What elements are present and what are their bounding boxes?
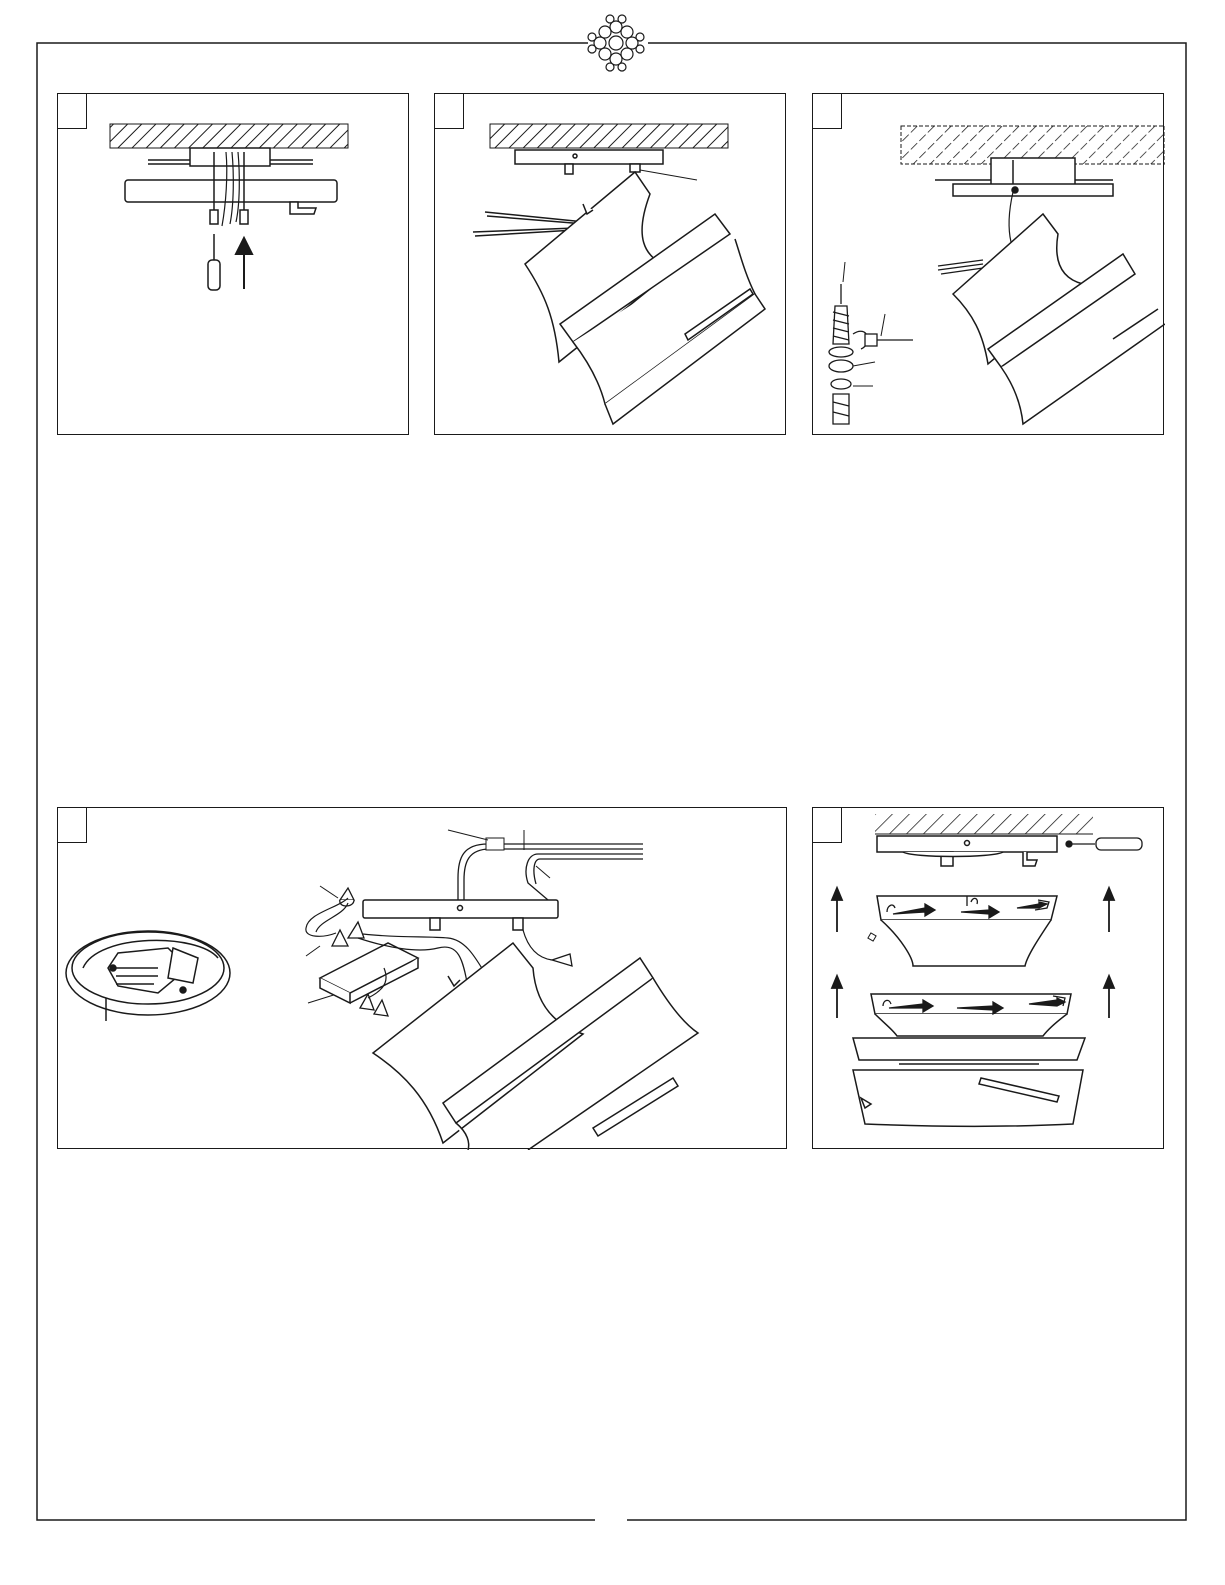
ceiling-hatch [110, 124, 348, 148]
junction-box [148, 148, 313, 166]
lower-shade-ring [853, 994, 1085, 1126]
step-5-panel [812, 807, 1164, 1149]
step-1-panel [57, 93, 409, 435]
step-4-illustration [58, 808, 788, 1150]
fixture-shade-icon [373, 943, 698, 1150]
screwdriver-icon [1066, 838, 1142, 850]
fixture-shade-icon [525, 172, 765, 424]
step-3-panel [812, 93, 1164, 435]
step-2-illustration [435, 94, 787, 436]
arrow-up-icon [236, 238, 252, 289]
safety-screw-icon [829, 284, 913, 424]
step-5-illustration [813, 808, 1165, 1150]
ceiling-hatch [875, 814, 1093, 834]
floral-medallion-logo [588, 15, 644, 71]
screwdriver-icon [208, 234, 220, 290]
driver-box [320, 943, 418, 1003]
hook-bracket-icon [290, 202, 316, 214]
step-1-illustration [58, 94, 410, 436]
supply-wires [458, 844, 643, 903]
canopy-plate [125, 180, 337, 202]
step-4-panel [57, 807, 787, 1149]
canopy-plate [877, 836, 1057, 866]
canopy-plate [363, 900, 558, 930]
step-3-illustration [813, 94, 1165, 436]
fixture-shade-icon [953, 214, 1165, 424]
callout-line [640, 170, 697, 180]
connector-clip [486, 838, 504, 850]
step-2-panel [434, 93, 786, 435]
canopy-top-view [66, 931, 230, 1021]
ceiling-hatch [490, 124, 728, 148]
canopy-plate [953, 184, 1113, 196]
shade-clip [868, 933, 876, 941]
